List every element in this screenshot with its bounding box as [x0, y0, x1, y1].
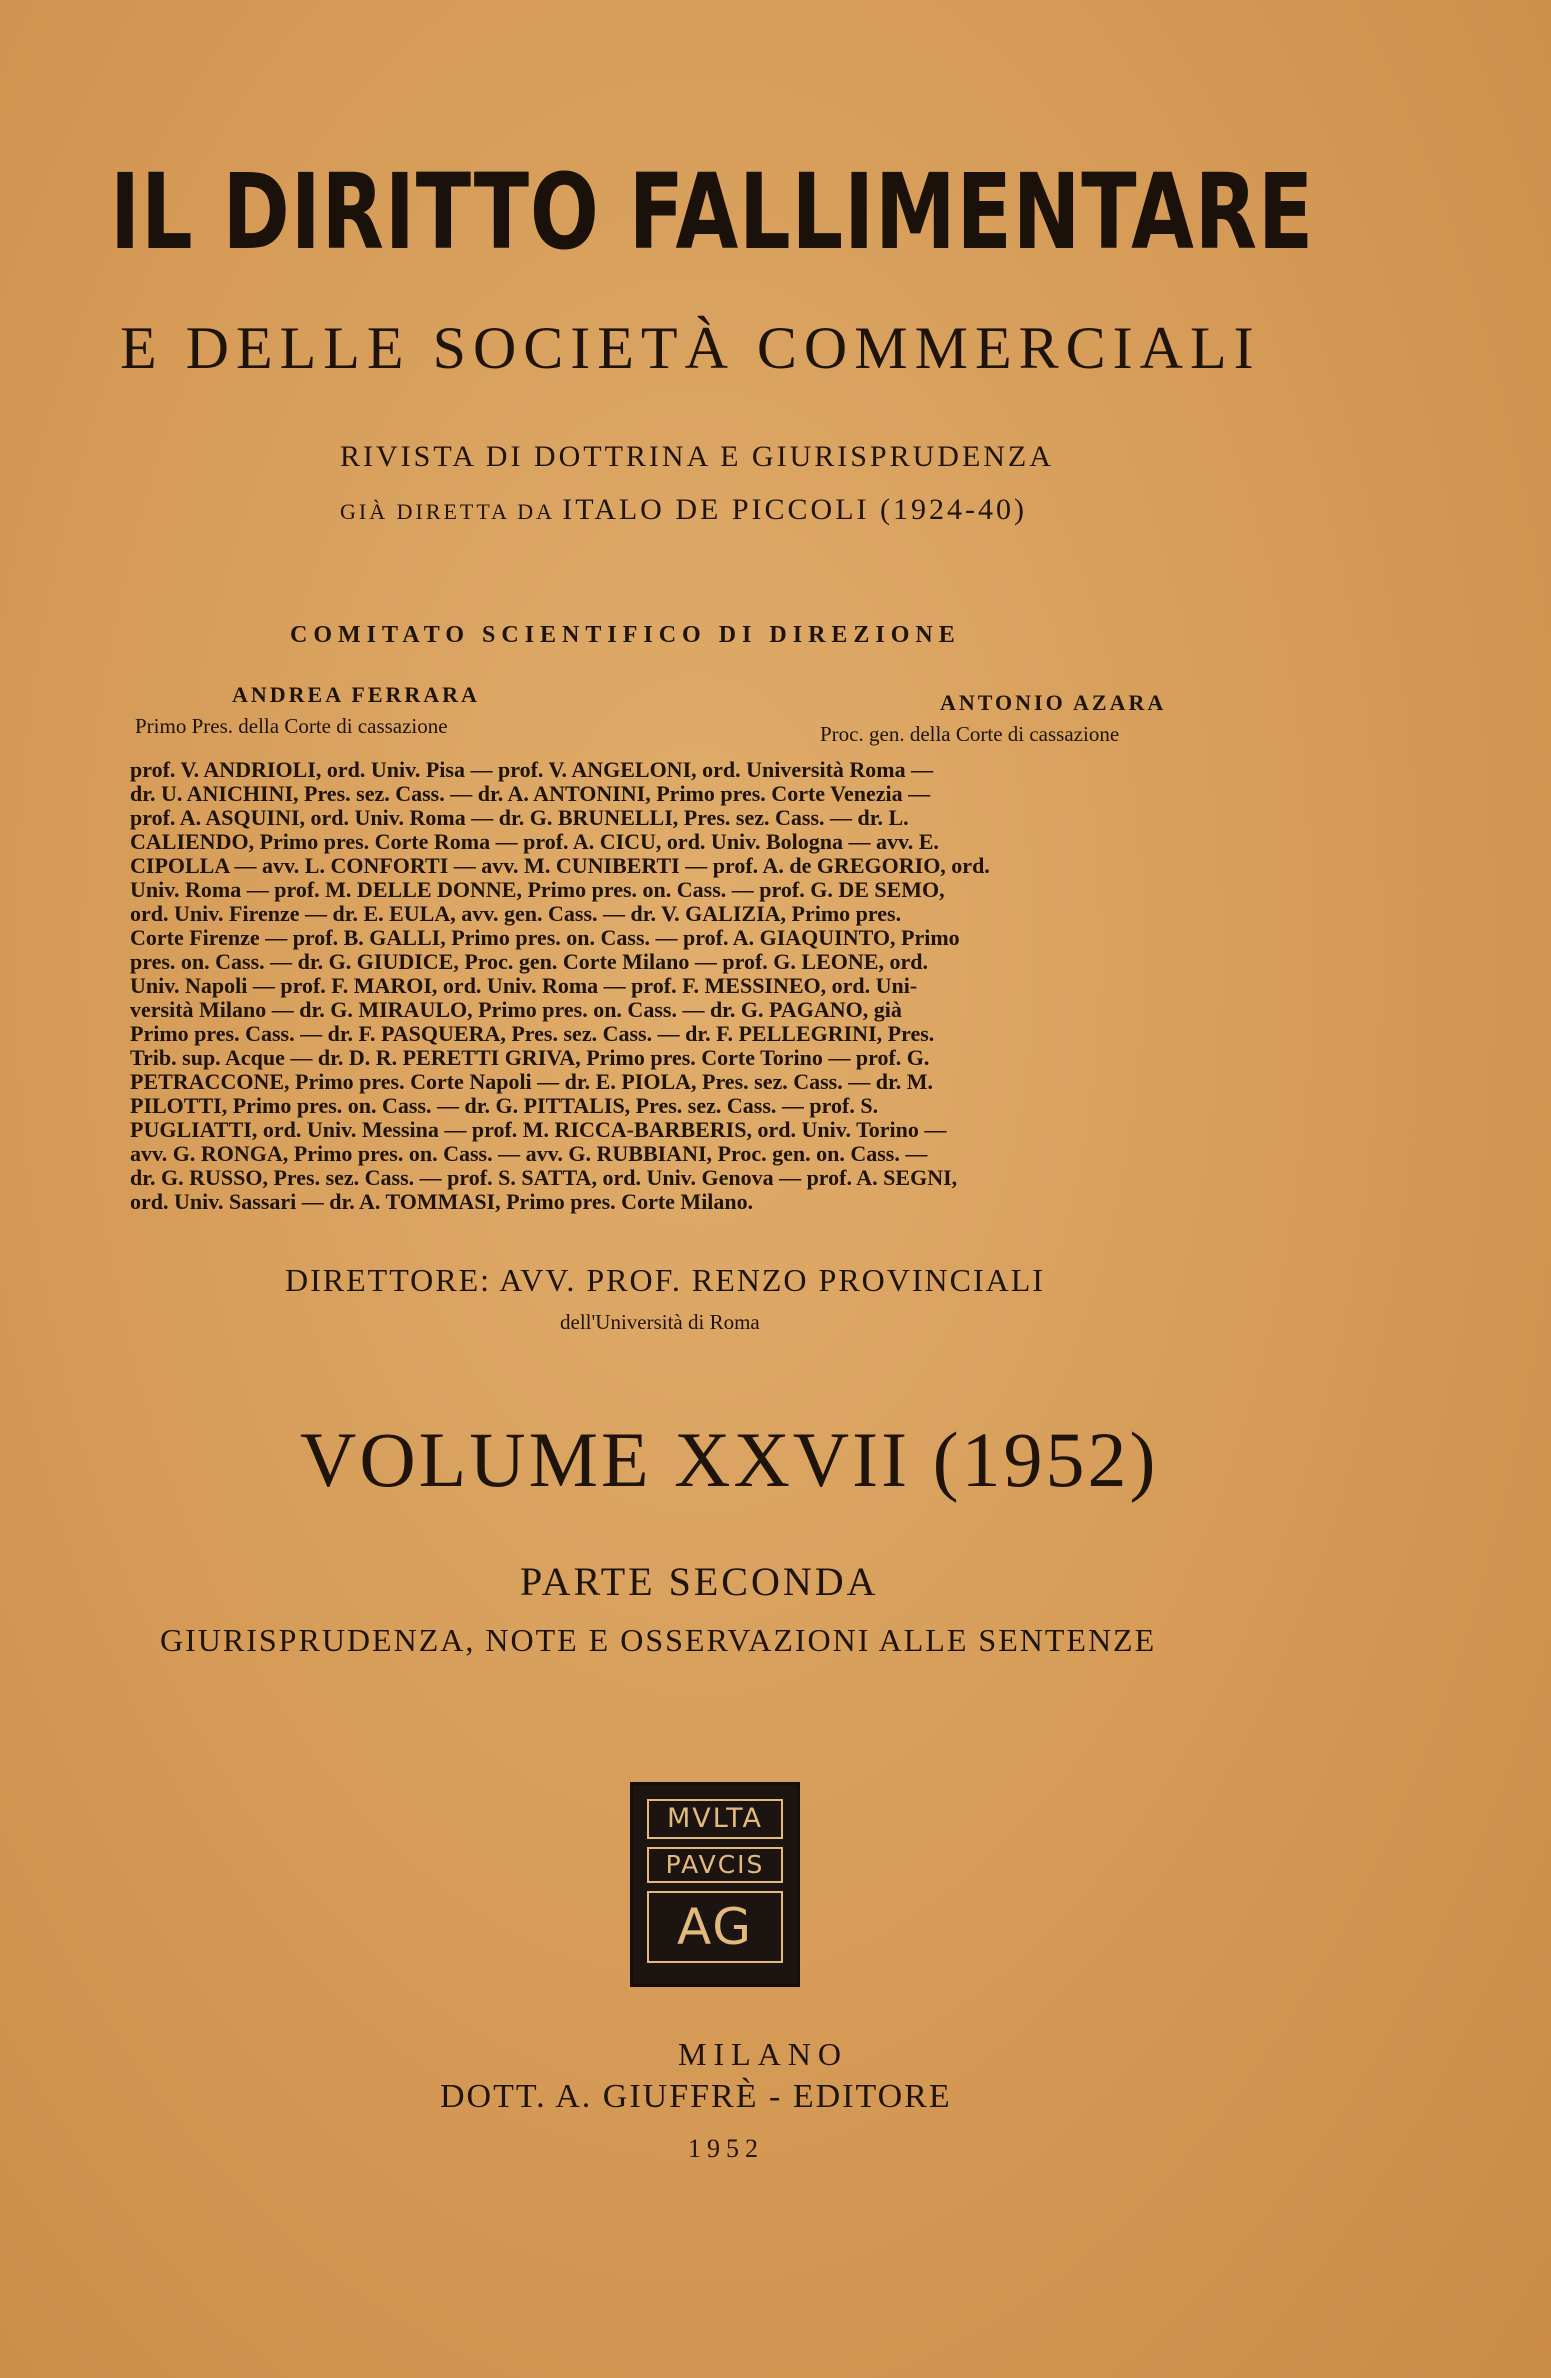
members-line: avv. G. RONGA, Primo pres. on. Cass. — avv. G. RUBBIANI, Proc. gen. on. Cass. — — [130, 1141, 928, 1166]
logo-line-3: AG — [647, 1891, 783, 1963]
publisher-name: DOTT. A. GIUFFRÈ - EDITORE — [440, 2078, 952, 2115]
members-line: Univ. Roma — prof. M. DELLE DONNE, Primo pres. on. Cass. — prof. G. DE SEMO, — [130, 877, 945, 902]
former-director-name: ITALO DE PICCOLI (1924-40) — [562, 493, 1027, 526]
members-line: CALIENDO, Primo pres. Corte Roma — prof. A. CICU, ord. Univ. Bologna — avv. E. — [130, 829, 939, 854]
committee-heading: COMITATO SCIENTIFICO DI DIREZIONE — [290, 622, 961, 648]
director-affiliation: dell'Università di Roma — [560, 1310, 760, 1334]
members-line: ord. Univ. Firenze — dr. E. EULA, avv. gen. Cass. — dr. V. GALIZIA, Primo pres. — [130, 901, 902, 926]
logo-line-2: PAVCIS — [647, 1847, 783, 1883]
former-director-prefix: GIÀ DIRETTA DA — [340, 499, 554, 524]
members-line: versità Milano — dr. G. MIRAULO, Primo pres. on. Cass. — dr. G. PAGANO, già — [130, 997, 902, 1022]
committee-right-name: ANTONIO AZARA — [940, 690, 1167, 715]
members-line: Univ. Napoli — prof. F. MAROI, ord. Univ. Roma — prof. F. MESSINEO, ord. Uni- — [130, 973, 918, 998]
members-line: prof. V. ANDRIOLI, ord. Univ. Pisa — prof. V. ANGELONI, ord. Università Roma — — [130, 757, 934, 782]
members-line: CIPOLLA — avv. L. CONFORTI — avv. M. CUNIBERTI — prof. A. de GREGORIO, ord. — [130, 853, 990, 878]
former-director — [340, 493, 1027, 527]
members-line: pres. on. Cass. — dr. G. GIUDICE, Proc. gen. Corte Milano — prof. G. LEONE, ord. — [130, 949, 928, 974]
publisher-logo — [630, 1782, 800, 1987]
members-line: Trib. sup. Acque — dr. D. R. PERETTI GRIVA, Primo pres. Corte Torino — prof. G. — [130, 1045, 930, 1070]
volume-title: VOLUME XXVII (1952) — [300, 1416, 1159, 1503]
members-line: PETRACCONE, Primo pres. Corte Napoli — dr. E. PIOLA, Pres. sez. Cass. — dr. M. — [130, 1069, 933, 1094]
journal-subtitle: E DELLE SOCIETÀ COMMERCIALI — [120, 315, 1261, 381]
publication-year: 1952 — [688, 2134, 764, 2163]
committee-left-role: Primo Pres. della Corte di cassazione — [135, 714, 448, 738]
committee-right-role: Proc. gen. della Corte di cassazione — [820, 722, 1120, 746]
journal-title: IL DIRITTO FALLIMENTARE — [110, 151, 1315, 273]
members-line: dr. U. ANICHINI, Pres. sez. Cass. — dr. A. ANTONINI, Primo pres. Corte Venezia — — [130, 781, 931, 806]
volume-part: PARTE SECONDA — [520, 1559, 879, 1604]
committee-members — [130, 758, 1310, 1214]
members-line: Primo pres. Cass. — dr. F. PASQUERA, Pres. sez. Cass. — dr. F. PELLEGRINI, Pres. — [130, 1021, 935, 1046]
committee-left-name: ANDREA FERRARA — [232, 682, 480, 707]
director-line: DIRETTORE: AVV. PROF. RENZO PROVINCIALI — [285, 1262, 1045, 1298]
members-line: ord. Univ. Sassari — dr. A. TOMMASI, Primo pres. Corte Milano. — [130, 1189, 754, 1214]
members-line: PUGLIATTI, ord. Univ. Messina — prof. M. RICCA-BARBERIS, ord. Univ. Torino — — [130, 1117, 947, 1142]
logo-line-1: MVLTA — [647, 1799, 783, 1839]
publisher-city: MILANO — [678, 2036, 848, 2072]
members-line: dr. G. RUSSO, Pres. sez. Cass. — prof. S. SATTA, ord. Univ. Genova — prof. A. SEGNI, — [130, 1165, 958, 1190]
journal-description: RIVISTA DI DOTTRINA E GIURISPRUDENZA — [340, 440, 1054, 473]
members-line: prof. A. ASQUINI, ord. Univ. Roma — dr. G. BRUNELLI, Pres. sez. Cass. — dr. L. — [130, 805, 909, 830]
members-line: PILOTTI, Primo pres. on. Cass. — dr. G. PITTALIS, Pres. sez. Cass. — prof. S. — [130, 1093, 879, 1118]
members-line: Corte Firenze — prof. B. GALLI, Primo pres. on. Cass. — prof. A. GIAQUINTO, Primo — [130, 925, 960, 950]
volume-contents: GIURISPRUDENZA, NOTE E OSSERVAZIONI ALLE SENTENZE — [160, 1622, 1157, 1658]
